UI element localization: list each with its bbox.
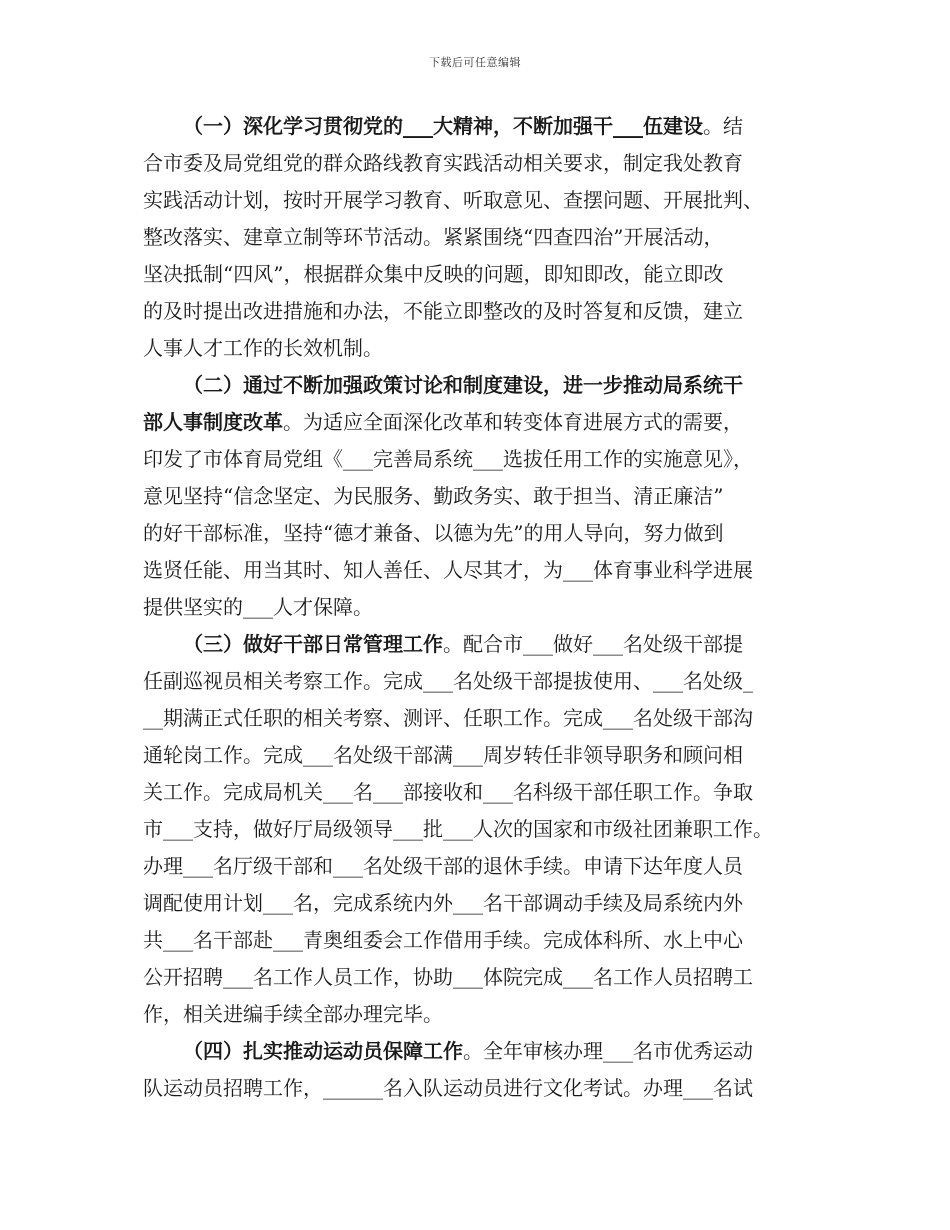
text-line: __期满正式任职的相关考察、测评、任职工作。完成___名处级干部沟: [143, 706, 753, 730]
text-line: 坚决抵制“四风”，根据群众集中反映的问题，即知即改，能立即改: [143, 262, 724, 286]
text-line: 印发了市体育局党组《___完善局系统___选拔任用工作的实施意见》，: [143, 447, 753, 471]
page-header: 下载后可任意编辑: [429, 56, 521, 69]
text-line: 通轮岗工作。完成___名处级干部满___周岁转任非领导职务和顾问相: [143, 743, 743, 767]
paragraph-1: [143, 108, 833, 367]
text-line: 合市委及局党组党的群众路线教育实践活动相关要求，制定我处教育: [143, 151, 743, 175]
text-line: [143, 404, 833, 441]
section-heading-2: （二）通过不断加强政策讨论和制度建设，进一步推动局系统干: [183, 373, 743, 397]
paragraph-3: [143, 626, 833, 1033]
text-run: 。配合市___做好___名处级干部提: [443, 632, 743, 656]
section-heading-2-cont: 部人事制度改革: [143, 410, 283, 434]
section-heading-3: （三）做好干部日常管理工作: [183, 632, 443, 656]
document-body: [143, 108, 833, 1107]
text-line: 任副巡视员相关考察工作。完成___名处级干部提拔使用、___名处级_: [143, 669, 753, 693]
text-line: 调配使用计划___名，完成系统内外___名干部调动手续及局系统内外: [143, 891, 743, 915]
text-run: 。全年审核办理___名市优秀运动: [463, 1039, 753, 1063]
text-line: 队运动员招聘工作，______名入队运动员进行文化考试。办理___名试: [143, 1076, 753, 1100]
paragraph-2: [143, 367, 833, 626]
text-line: 办理___名厅级干部和___名处级干部的退休手续。申请下达年度人员: [143, 854, 743, 878]
section-heading-4: （四）扎实推动运动员保障工作: [183, 1039, 463, 1063]
section-heading-1: （一）深化学习贯彻党的___大精神，不断加强干___伍建设: [183, 114, 703, 138]
text-line: 选贤任能、用当其时、知人善任、人尽其才，为___体育事业科学进展: [143, 558, 753, 582]
text-line: 作，相关进编手续全部办理完毕。: [143, 1002, 443, 1026]
text-line: 意见坚持“信念坚定、为民服务、勤政务实、敢于担当、清正廉洁”: [143, 484, 724, 508]
text-line: [143, 626, 833, 663]
text-line: 实践活动计划，按时开展学习教育、听取意见、查摆问题、开展批判、: [143, 188, 763, 212]
text-line: [143, 367, 833, 404]
text-line: 提供坚实的___人才保障。: [143, 595, 373, 619]
text-run: 。结: [703, 114, 743, 138]
text-line: 人事人才工作的长效机制。: [143, 336, 383, 360]
text-line: 整改落实、建章立制等环节活动。紧紧围绕“四查四治”开展活动，: [143, 225, 724, 249]
text-line: 市___支持，做好厅局级领导___批___人次的国家和市级社团兼职工作。: [143, 817, 773, 841]
paragraph-4: [143, 1033, 833, 1107]
text-line: 的好干部标准，坚持“德才兼备、以德为先”的用人导向，努力做到: [143, 521, 724, 545]
text-line: 关工作。完成局机关___名___部接收和___名科级干部任职工作。争取: [143, 780, 753, 804]
text-line: [143, 108, 833, 145]
text-line: 共___名干部赴___青奥组委会工作借用手续。完成体科所、水上中心: [143, 928, 743, 952]
text-line: [143, 1033, 833, 1070]
text-line: 公开招聘___名工作人员工作，协助___体院完成___名工作人员招聘工: [143, 965, 753, 989]
text-line: 的及时提出改进措施和办法，不能立即整改的及时答复和反馈，建立: [143, 299, 743, 323]
text-run: 。为适应全面深化改革和转变体育进展方式的需要，: [283, 410, 743, 434]
